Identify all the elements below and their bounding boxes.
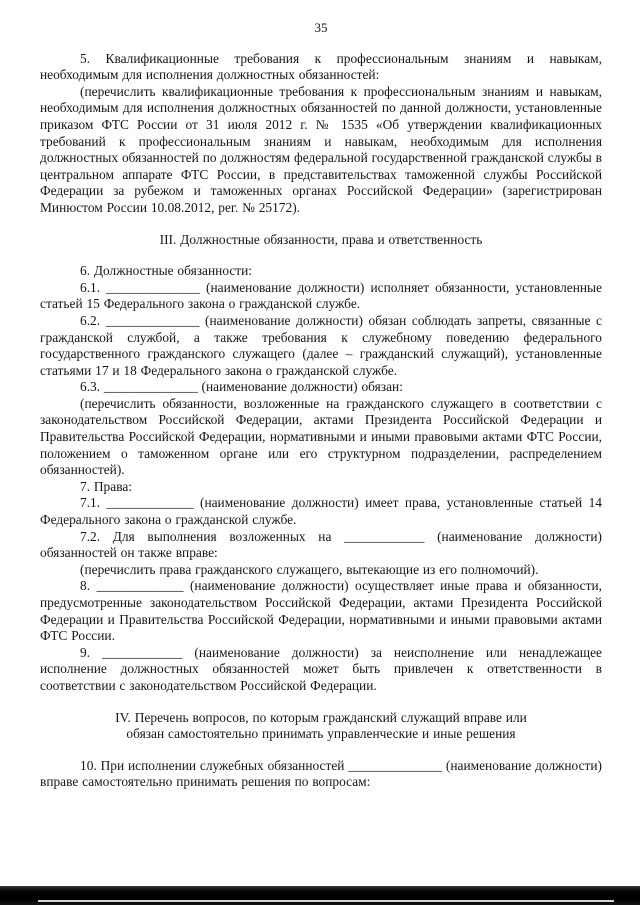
scan-edge-artifact (0, 886, 640, 905)
paragraph-5-note: (перечислить квалификационные требования к профессиональным знаниям и навыкам, необходимым для исполнения должностных обязанностей по данной должности, установленные приказом ФТС России от 31 июля 2012 г. № 1535 «Об утверждении квалификационных требований к профессиональным знаниям и навыкам, необходимым для исполнения должностных обязанностей по должностям федеральной государственной гражданской службы в центральном аппарате ФТС России, в представительствах таможенной службы Российской Федерации за рубежом и таможенных органах Российской Федерации» (зарегистрирован Минюстом России 10.08.2012, рег. № 25172). (40, 83, 602, 215)
section-heading-3: III. Должностные обязанности, права и ответственность (159, 231, 483, 247)
paragraph-6-1: 6.1. ______________ (наименование должности) исполняет обязанности, установленные статьей 15 Федерального закона о гражданской службе. (40, 279, 602, 312)
paragraph-7-1: 7.1. _____________ (наименование должности) имеет права, установленные статьей 14 Федерального закона о гражданской службе. (40, 495, 602, 528)
paragraph-6-2: 6.2. ______________ (наименование должности) обязан соблюдать запреты, связанные с гражданской службой, а также требования к служебному поведению федерального государственного гражданского служащего (далее – гражданский служащий), установленные статьями 17 и 18 Федерального закона о гражданской службе. (40, 312, 602, 378)
paragraph-6-3-note: (перечислить обязанности, возложенные на гражданского служащего в соответствии с законодательством Российской Федерации, актами Президента Российской Федерации и Правительства Российской Федерации, нормативными и иными правовыми актами ФТС России, положением о таможенном органе или его структурном подразделении, распределением обязанностей). (40, 395, 602, 478)
paragraph-7-2-note: (перечислить права гражданского служащего, вытекающие из его полномочий). (80, 561, 539, 577)
paragraph-6-3: 6.3. ______________ (наименование должности) обязан: (80, 379, 403, 395)
paragraph-9: 9. ____________ (наименование должности) за неисполнение или ненадлежащее исполнение должностных обязанностей может быть привлечен к ответственности в соответствии с законодательством Российской Федерации. (40, 644, 602, 693)
paragraph-10: 10. При исполнении служебных обязанностей ______________ (наименование должности) вправе самостоятельно принимать решения по вопросам: (40, 757, 602, 790)
scan-edge-highlight (38, 900, 614, 902)
paragraph-7-2: 7.2. Для выполнения возложенных на ____________ (наименование должности) обязанностей он также вправе: (40, 528, 602, 561)
paragraph-5: 5. Квалификационные требования к профессиональным знаниям и навыкам, необходимым для исполнения должностных обязанностей: (40, 50, 602, 83)
page-number: 35 (314, 20, 328, 35)
section-heading-4: IV. Перечень вопросов, по которым гражданский служащий вправе или обязан самостоятельно принимать управленческие и иные решения (115, 709, 527, 742)
paragraph-8: 8. _____________ (наименование должности) осуществляет иные права и обязанности, предусмотренные законодательством Российской Федерации, актами Президента Российской Федерации и Правительства Российской Федерации, нормативными и иными правовыми актами ФТС России. (40, 578, 602, 644)
paragraph-7: 7. Права: (80, 478, 133, 494)
paragraph-6: 6. Должностные обязанности: (80, 263, 253, 279)
